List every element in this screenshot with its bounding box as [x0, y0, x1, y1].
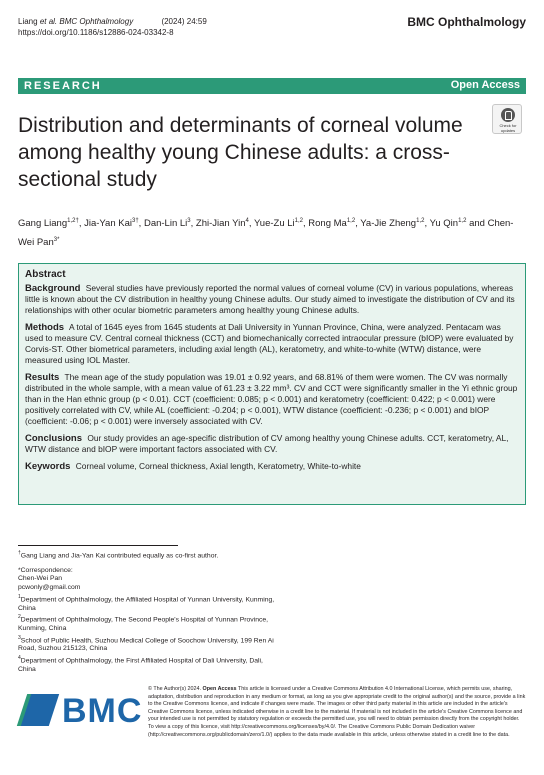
background-label: Background: [25, 283, 81, 294]
citation-header: [18, 16, 207, 38]
author-affiliation-marker: 3: [187, 218, 191, 224]
license-notice: [148, 686, 526, 739]
correspondence-name: Chen-Wei Pan: [18, 575, 63, 583]
author-affiliation-marker: 1,2: [416, 218, 425, 224]
author-affiliation-marker: 3†: [131, 218, 139, 224]
license-text: This article is licensed under a Creative Commons Attribution 4.0 International License, which permits use, sharing, adaptation, distribution and reproduction in any medium or format, as long as you give appropriate credit to the original author(s) and the source, provide a link to the Creative Commons licence, and indicate if changes were made. The images or other third party material in this article are included in the article's Creative Commons licence, unless indicated otherwise in a credit line to the material. If material is not included in the article's Creative Commons licence and your intended use is not permitted by statutory regulation or exceeds the permitted use, you will need to obtain permission directly from the copyright holder. To view a copy of this licence, visit http://creativecommons.org/licenses/by/4.0/. The Creative Commons Public Domain Dedication waiver (http://creativecommons.org/publicdomain/zero/1.0/) applies to the data made available in this article, unless otherwise stated in a credit line to the data.: [148, 686, 526, 738]
affiliation-text: Department of Ophthalmology, the Affiliated Hospital of Yunnan University, Kunming, China: [18, 595, 275, 612]
author-name[interactable]: Chen-Wei Pan: [18, 218, 514, 249]
research-label: RESEARCH: [24, 80, 102, 92]
affiliation-number: 4: [18, 655, 21, 661]
affiliation-number: 1: [18, 593, 21, 600]
abstract-box: [18, 263, 526, 505]
keywords-label: Keywords: [25, 461, 71, 472]
author-list: Gang Liang$^{1,2\dagger}$, Jia-Yan Kai$^{3\dagger}$, Dan-Lin Li$^3$, Zhi-Jian Yin$^4$, Yue-Zu Li$^{1,2}$, Rong Ma$^{1,2}$, Ya-Jie Zheng$^{1,2}$, Yu Qin$^{1,2}$ and Chen-Wei Pan$^{3*}$: [18, 218, 514, 249]
abstract-methods: [25, 322, 519, 366]
affiliation-item: [18, 654, 278, 674]
open-access-label: Open Access: [450, 79, 520, 91]
background-text: Several studies have previously reported the normal values of corneal volume (CV) in various populations, whereas little is known about the CV distribution in healthy young Chinese adults. Our study aimed to investigate the distribution of CV and its relationships with other ocular biometric parameters among healthy young Chinese adults.: [25, 283, 515, 315]
affiliation-text: School of Public Health, Suzhou Medical College of Soochow University, 199 Ren Ai Road, Suzhou 215123, China: [18, 636, 274, 653]
author-name[interactable]: Rong Ma: [308, 218, 347, 230]
license-open-access: Open Access: [202, 686, 237, 692]
citation-journal: BMC Ophthalmology: [59, 17, 134, 26]
doi-link[interactable]: https://doi.org/10.1186/s12886-024-03342-8: [18, 28, 174, 37]
abstract-keywords: [25, 461, 519, 472]
abstract-heading: Abstract: [25, 269, 66, 280]
results-label: Results: [25, 372, 60, 383]
keywords-text: Corneal volume, Corneal thickness, Axial length, Keratometry, White-to-white: [75, 461, 361, 471]
author-name[interactable]: Ya-Jie Zheng: [360, 218, 417, 230]
author-affiliation-marker: 3*: [53, 237, 60, 244]
affiliation-text: Department of Ophthalmology, the First Affiliated Hospital of Dali University, Dali, China: [18, 657, 263, 673]
abstract-results: [25, 372, 519, 427]
correspondence-label: *Correspondence:: [18, 566, 73, 574]
affiliation-list: [18, 593, 278, 675]
article-type-banner: [18, 78, 526, 94]
bmc-logo: [18, 690, 143, 730]
citation-line: [18, 16, 207, 27]
abstract-conclusions: [25, 433, 519, 455]
author-affiliation-marker: 1,2: [346, 218, 356, 224]
citation-year-volume: (2024) 24:59: [161, 17, 207, 26]
author-conjunction: and: [469, 218, 485, 230]
footnotes: [18, 549, 278, 674]
methods-text: A total of 1645 eyes from 1645 students at Dali University in Yunnan Province, China, were analyzed. Pentacam was used to measure CV. Central corneal thickness (CCT) and biomechanically corrected intraocular pressure (bIOP) were evaluated by Corvis-ST. Other biometrical parameters, including axial length (AL), keratometry, and white-to-white (WTW) distance, were measured using IOL Master.: [25, 322, 514, 365]
affiliation-item: [18, 593, 278, 613]
footnote-divider: [18, 545, 178, 546]
abstract-background: [25, 283, 519, 316]
affiliation-item: [18, 634, 278, 654]
citation-author: Liang: [18, 17, 38, 26]
bmc-logo-text: BMC: [62, 692, 143, 730]
affiliation-number: 2: [18, 614, 21, 621]
methods-label: Methods: [25, 322, 65, 333]
conclusions-label: Conclusions: [25, 433, 83, 444]
bmc-mark-icon: [18, 690, 58, 730]
affiliation-number: 3: [18, 634, 21, 641]
author-name[interactable]: Yue-Zu Li: [253, 218, 295, 230]
author-affiliation-marker: 1,2†: [67, 218, 79, 224]
affiliation-text: Department of Ophthalmology, The Second People's Hospital of Yunnan Province, Kunming, China: [18, 616, 269, 632]
check-for-updates-text: Check for updates: [499, 123, 517, 133]
journal-name: BMC Ophthalmology: [407, 15, 526, 29]
author-affiliation-marker: 1,2: [294, 218, 303, 224]
correspondence-email[interactable]: pcwonly@gmail.com: [18, 584, 81, 592]
check-for-updates-badge[interactable]: [492, 104, 522, 134]
author-affiliation-marker: 4: [245, 218, 249, 224]
author-name[interactable]: Gang Liang: [18, 218, 68, 230]
license-copyright: © The Author(s) 2024.: [148, 686, 202, 692]
bookmark-icon: [501, 108, 515, 122]
equal-contribution-note: †Gang Liang and Jia-Yan Kai contributed equally as co-first author.: [18, 550, 219, 560]
author-name[interactable]: Zhi-Jian Yin: [195, 218, 246, 230]
results-text: The mean age of the study population was 19.01 ± 0.92 years, and 68.81% of them were women. The CV was normally distributed in the whole sample, with a mean value of 61.23 ± 3.22 mm³. CV and CCT were significantly smaller in the Yi ethnic group than in the Han ethnic group (p < 0.01). CCT (coefficient: 0.085; p < 0.001) and keratometry (coefficient: 0.422; p < 0.001) were positively correlated with CV, while AL (coefficient: -0.204; p < 0.001), WTW distance (coefficient: -0.236; p < 0.001) and bIOP (coefficient: -0.06; p < 0.001) were inversely associated with CV.: [25, 372, 518, 426]
article-title: Distribution and determinants of corneal volume among healthy young Chinese adults: a cross-sectional study: [18, 114, 463, 191]
citation-etal: et al.: [39, 17, 58, 26]
author-affiliation-marker: 1,2: [458, 218, 467, 224]
conclusions-text: Our study provides an age-specific distribution of CV among healthy young Chinese adults. CCT, keratometry, AL, WTW distance and bIOP were important factors associated with CV.: [25, 433, 509, 454]
author-name[interactable]: Yu Qin: [429, 218, 459, 230]
author-name[interactable]: Dan-Lin Li: [143, 218, 188, 230]
author-name[interactable]: Jia-Yan Kai: [84, 218, 132, 230]
affiliation-item: [18, 613, 278, 633]
